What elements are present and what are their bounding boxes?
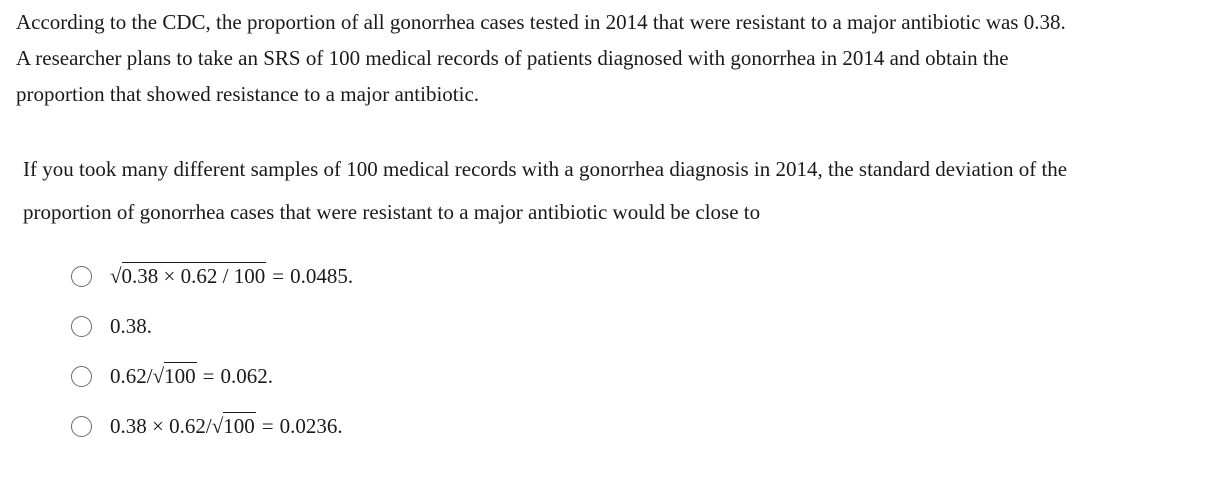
radio-button-c[interactable] (71, 366, 92, 387)
answer-option-d[interactable] (71, 401, 353, 451)
sqrt-symbol: √ (211, 413, 224, 438)
sqrt-expression (110, 264, 266, 289)
radio-button-b[interactable] (71, 316, 92, 337)
option-d-result: 0.0236. (279, 413, 343, 438)
sqrt-expression (153, 364, 197, 389)
option-c-text (110, 364, 273, 389)
option-c-result: 0.062. (220, 363, 273, 388)
option-b-text: 0.38. (110, 313, 152, 338)
problem-intro (16, 4, 1216, 112)
sqrt-symbol: √ (110, 263, 122, 288)
equals-sign: = (202, 363, 215, 388)
question-line-1: If you took many different samples of 100 medical records with a gonorrhea diagnosis in 2014, the standard deviation of the (23, 157, 1068, 181)
intro-line-3: proportion that showed resistance to a major antibiotic. (16, 82, 480, 106)
radio-button-d[interactable] (71, 416, 92, 437)
equals-sign: = (272, 263, 285, 288)
intro-line-1: According to the CDC, the proportion of all gonorrhea cases tested in 2014 that were resistant to a major antibiotic was 0.38. (16, 10, 1066, 34)
equals-sign: = (261, 413, 274, 438)
option-d-prefix: 0.38 × 0.62/ (110, 413, 212, 438)
question-line-2: proportion of gonorrhea cases that were resistant to a major antibiotic would be close to (23, 200, 761, 224)
sqrt-expression (212, 414, 256, 439)
answer-option-a[interactable] (71, 251, 353, 301)
answer-option-c[interactable] (71, 351, 353, 401)
radio-button-a[interactable] (71, 266, 92, 287)
question-prompt (23, 148, 1223, 234)
option-c-prefix: 0.62/ (110, 363, 153, 388)
sqrt-radicand: 100 (223, 413, 255, 438)
sqrt-radicand: 0.38 × 0.62 / 100 (121, 263, 266, 288)
option-a-text (110, 264, 353, 289)
sqrt-radicand: 100 (164, 363, 196, 388)
sqrt-symbol: √ (152, 363, 165, 388)
answer-option-b[interactable] (71, 301, 353, 351)
answer-options (71, 251, 353, 451)
option-a-result: 0.0485. (290, 263, 354, 288)
option-d-text (110, 414, 343, 439)
intro-line-2: A researcher plans to take an SRS of 100 medical records of patients diagnosed with gonorrhea in 2014 and obtain the (16, 46, 1009, 70)
